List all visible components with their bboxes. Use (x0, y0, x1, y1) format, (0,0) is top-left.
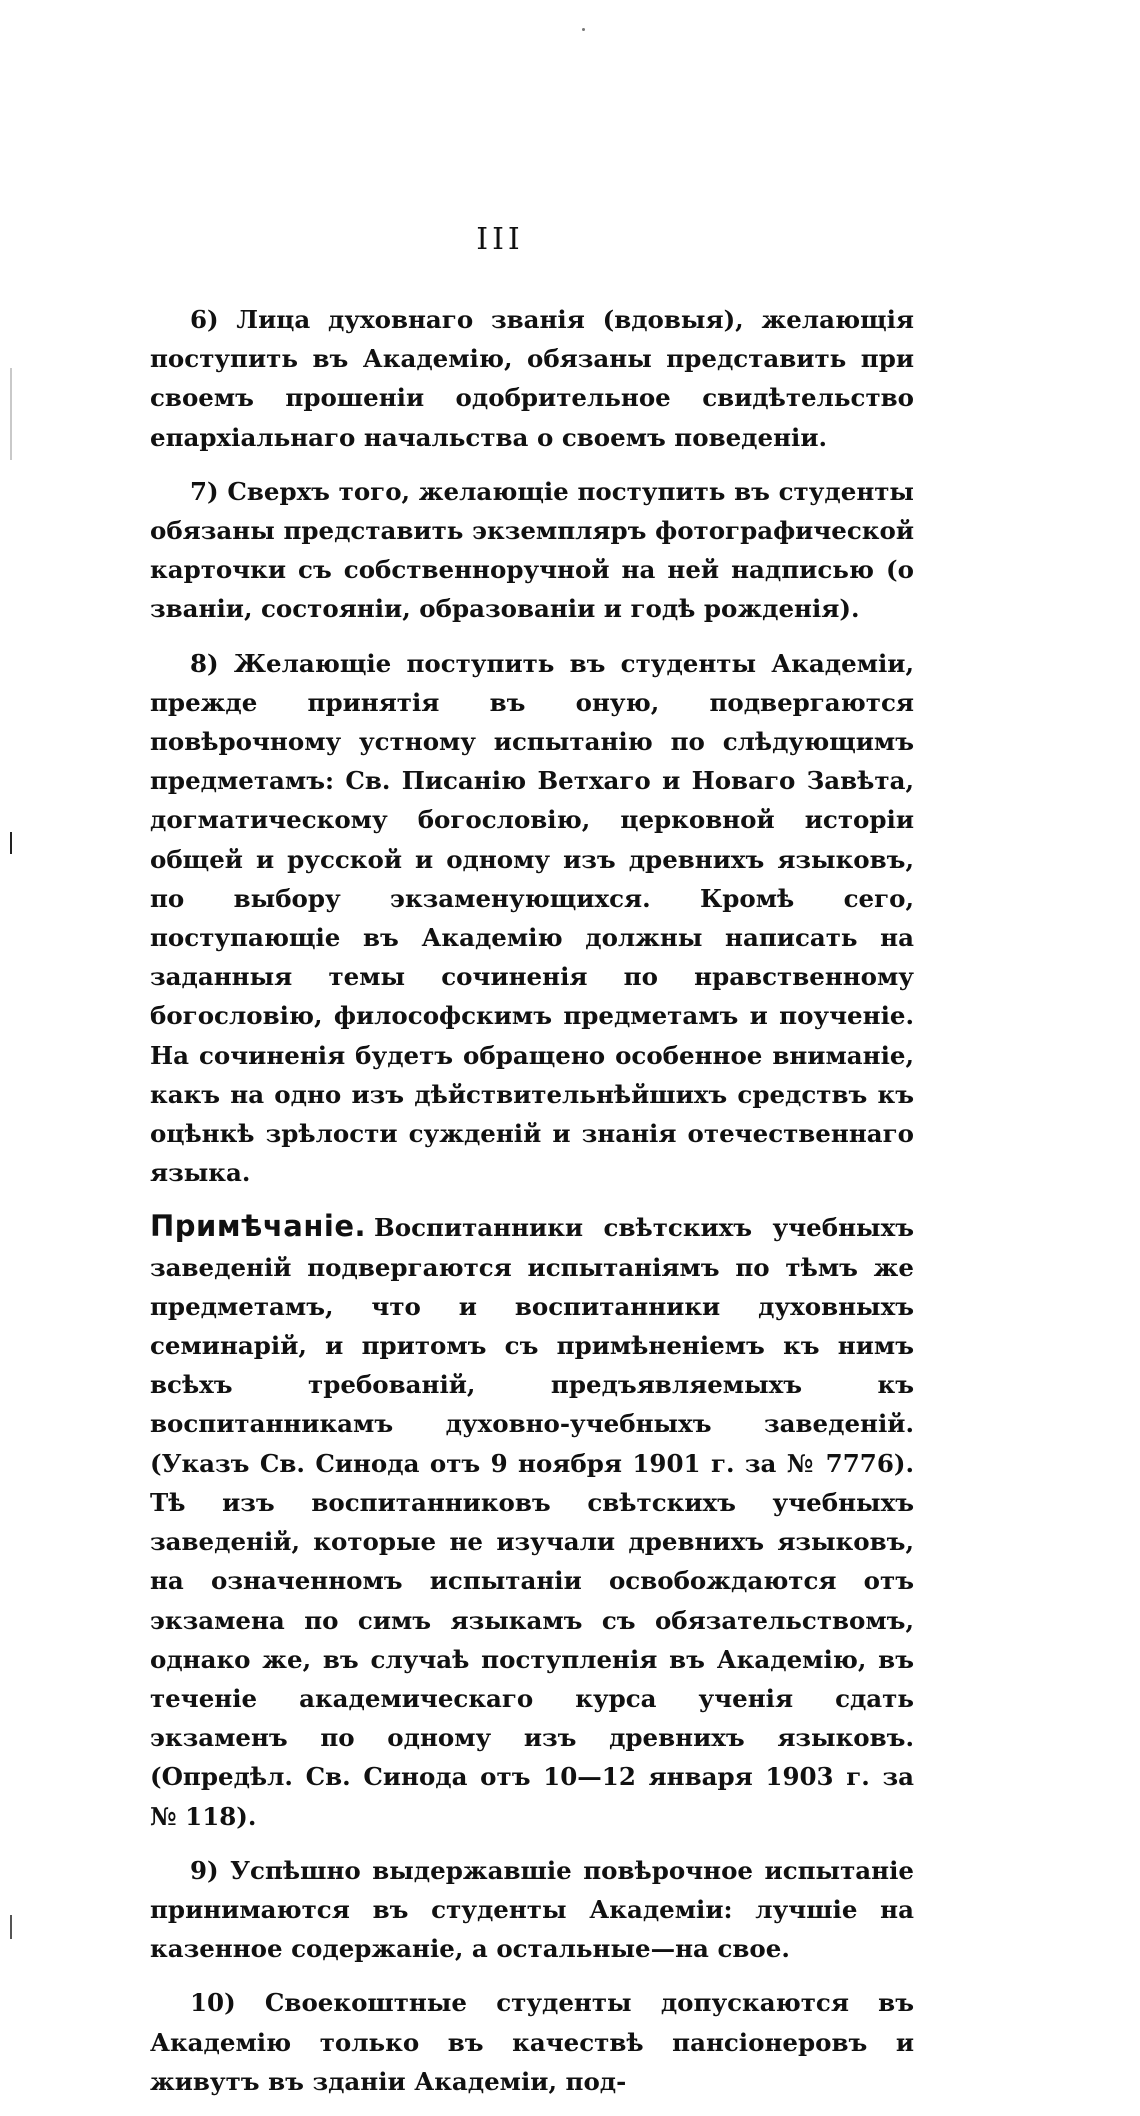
note-text: Воспитанники свѣтскихъ учебныхъ заведеній подвергаются испытаніямъ по тѣмъ же предметамъ, что и воспитанники духовныхъ семинарій, и притомъ съ примѣненіемъ къ нимъ всѣхъ требованій, предъявляемыхъ къ воспитанникамъ духовно-учебныхъ заведеній. (Указъ Св. Синода отъ 9 ноября 1901 г. за № 7776). Тѣ изъ воспитанниковъ свѣтскихъ учебныхъ заведеній, которые не изучали древнихъ языковъ, на означенномъ испытаніи освобождаются отъ экзамена по симъ языкамъ съ обязательствомъ, однако же, въ случаѣ поступленія въ Академію, въ теченіе академическаго курса ученія сдать экзаменъ по одному изъ древнихъ языковъ. (Опредѣл. Св. Синода отъ 10—12 января 1903 г. за № 118). (150, 1213, 914, 1831)
margin-scan-mark (10, 368, 12, 460)
scan-speck (582, 28, 585, 31)
note-label: Примѣчаніе. (150, 1209, 367, 1244)
page-number: III (476, 222, 524, 257)
paragraph-7: 7) Сверхъ того, желающіе поступить въ студенты обязаны представить экземпляръ фотографической карточки съ собственноручной на ней надписью (о званіи, состояніи, образованіи и годѣ рожденія). (150, 476, 914, 624)
body-text (150, 300, 914, 2116)
paragraph-8: 8) Желающіе поступить въ студенты Академіи, прежде принятія въ оную, подвергаются повѣрочному устному испытанію по слѣдующимъ предметамъ: Св. Писанію Ветхаго и Новаго Завѣта, догматическому богословію, церковной исторіи общей и русской и одному изъ древнихъ языковъ, по выбору экзаменующихся. Кромѣ сего, поступающіе въ Академію должны написать на заданныя темы сочиненія по нравственному богословію, философскимъ предметамъ и поученіе. На сочиненія будетъ обращено особенное вниманіе, какъ на одно изъ дѣйствительнѣйшихъ средствъ къ оцѣнкѣ зрѣлости сужденій и знанія отечественнаго языка. (150, 648, 914, 1188)
paragraph-10: 10) Своекоштные студенты допускаются въ Академію только въ качествѣ пансіонеровъ и живутъ въ зданіи Академіи, под- (150, 1988, 914, 2096)
paragraph-9: 9) Успѣшно выдержавшіе повѣрочное испытаніе принимаются въ студенты Академіи: лучшіе на казенное содержаніе, а остальные—на свое. (150, 1855, 914, 1964)
margin-scan-mark (10, 1915, 12, 1939)
paragraph-6: 6) Лица духовнаго званія (вдовыя), желающія поступить въ Академію, обязаны представить при своемъ прошеніи одобрительное свидѣтельство епархіальнаго начальства о своемъ поведеніи. (150, 305, 914, 452)
margin-scan-mark (10, 832, 12, 854)
note-paragraph (150, 1207, 914, 1835)
